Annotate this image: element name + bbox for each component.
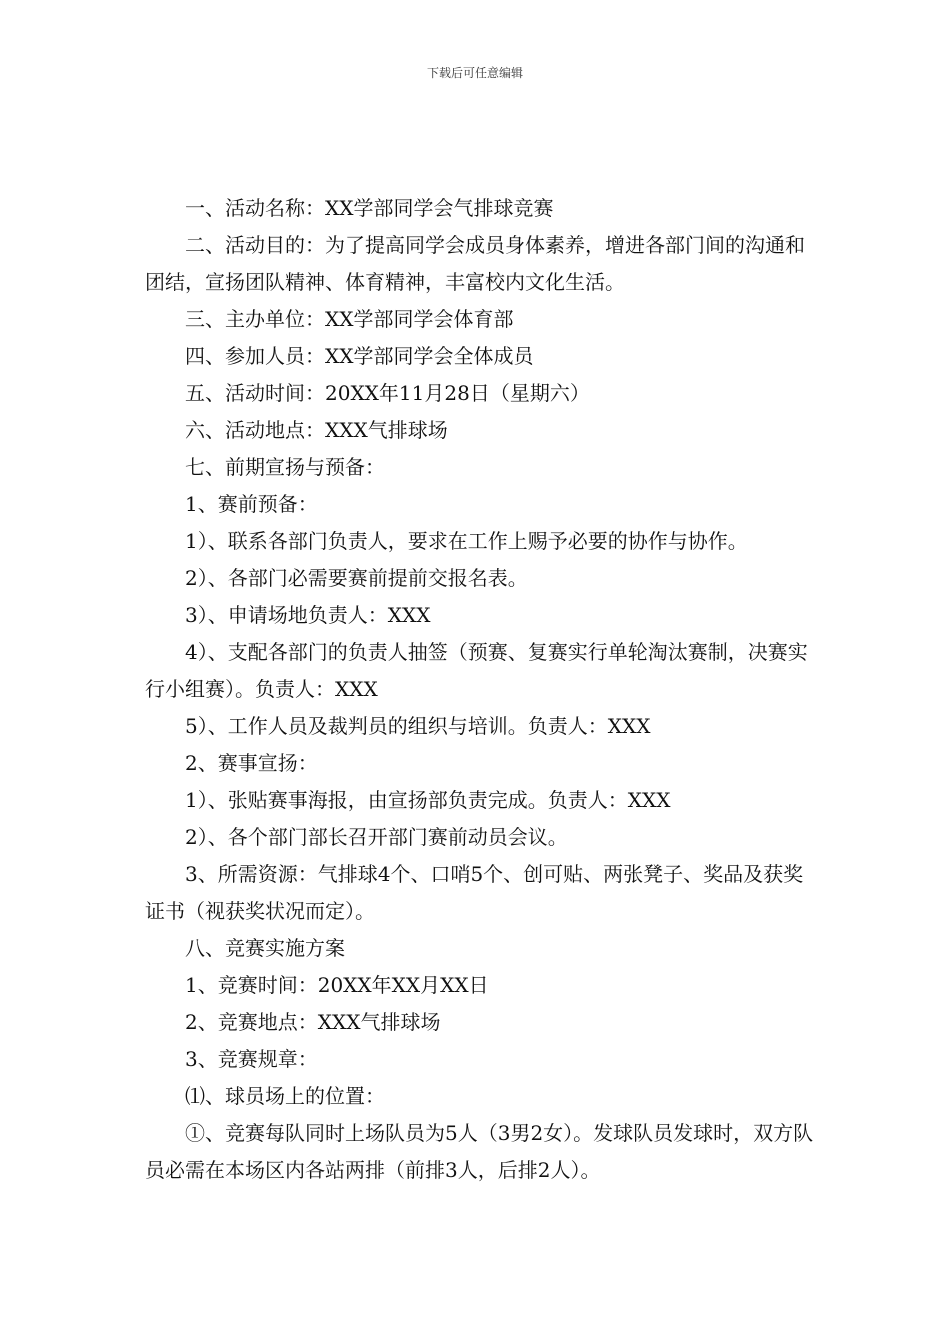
paragraph-promotion: 2、赛事宣扬： [185,751,318,775]
paragraph-activity-time: 五、活动时间：20XX年11月28日（星期六） [185,381,590,405]
page-header: 下载后可任意编辑 [426,66,523,80]
list-item: 2）、各个部门部长召开部门赛前动员会议。 [185,825,568,849]
paragraph-activity-location: 六、活动地点：XXX气排球场 [185,418,448,442]
paragraph-organizer: 三、主办单位：XX学部同学会体育部 [185,307,514,331]
list-item: 3）、申请场地负责人：XXX [185,603,431,627]
paragraph-player-positions: ⑴、球员场上的位置： [185,1084,385,1108]
list-item: 2）、各部门必需要赛前提前交报名表。 [185,566,528,590]
paragraph-match-location: 2、竞赛地点：XXX气排球场 [185,1010,441,1034]
paragraph-pre-match-prep: 1、赛前预备： [185,492,318,516]
paragraph-activity-name: 一、活动名称：XX学部同学会气排球竞赛 [185,196,554,220]
document-body [145,190,820,1189]
list-item: 1）、张贴赛事海报，由宣扬部负责完成。负责人：XXX [185,788,671,812]
paragraph-implementation-heading: 八、竞赛实施方案 [185,936,345,960]
list-item: 4）、支配各部门的负责人抽签（预赛、复赛实行单轮淘汰赛制，决赛实行小组赛）。负责人：XXX [145,640,808,701]
paragraph-resources: 3、所需资源：气排球4个、口哨5个、创可贴、两张凳子、奖品及获奖证书（视获奖状况而定）。 [145,862,804,923]
list-item: 5）、工作人员及裁判员的组织与培训。负责人：XXX [185,714,651,738]
paragraph-preparation-heading: 七、前期宣扬与预备： [185,455,385,479]
paragraph-activity-purpose: 二、活动目的：为了提高同学会成员身体素养，增进各部门间的沟通和团结，宣扬团队精神、体育精神，丰富校内文化生活。 [145,233,805,294]
paragraph-rules-heading: 3、竞赛规章： [185,1047,318,1071]
paragraph-rule-1: ①、竞赛每队同时上场队员为5人（3男2女）。发球队员发球时，双方队员必需在本场区内各站两排（前排3人，后排2人）。 [145,1121,814,1182]
list-item: 1）、联系各部门负责人，要求在工作上赐予必要的协作与协作。 [185,529,748,553]
paragraph-participants: 四、参加人员：XX学部同学会全体成员 [185,344,534,368]
paragraph-match-time: 1、竞赛时间：20XX年XX月XX日 [185,973,489,997]
